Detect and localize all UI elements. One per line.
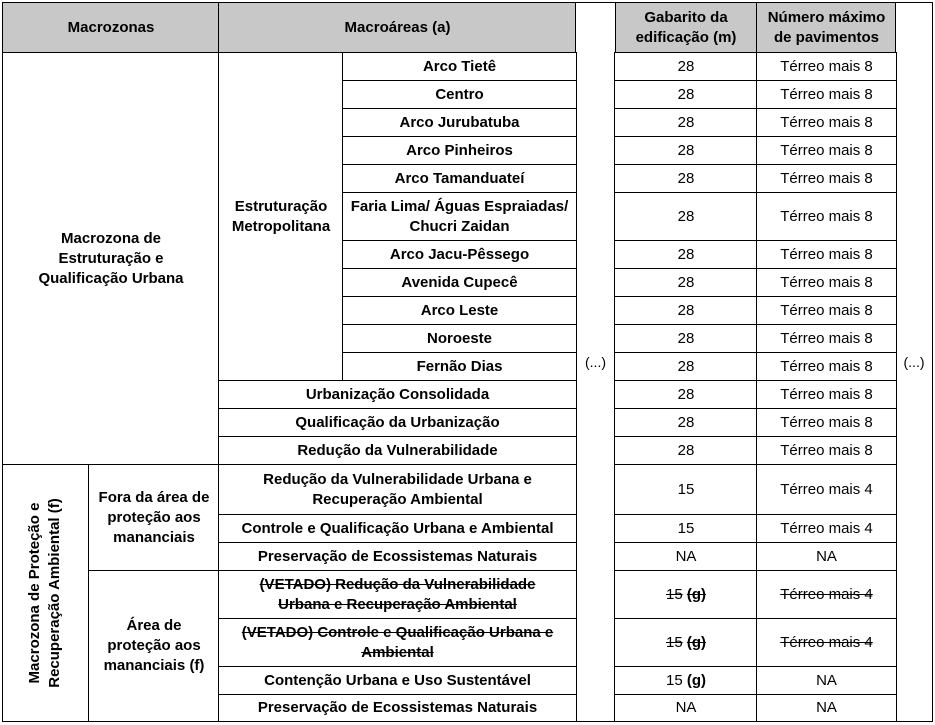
row-area: Arco Tamanduateí [342,164,577,194]
row-gabarito [614,666,758,696]
ellipsis-right: (...) [903,354,925,370]
header-pavimentos: Número máximo de pavimentos [756,2,897,54]
row-pavimentos: Térreo mais 8 [756,380,897,410]
row-gabarito: 28 [614,268,758,298]
row-area-vetado: (VETADO) Controle e Qualificação Urbana e Ambiental [218,618,577,668]
ellipsis-left: (...) [585,354,606,370]
header-macroareas: Macroáreas (a) [218,2,577,54]
row-area: Preservação de Ecossistemas Naturais [218,694,577,722]
gabarito-value: 15 [665,672,683,689]
row-area: Arco Jurubatuba [342,108,577,138]
row-gabarito: 28 [614,80,758,110]
row-pavimentos: Térreo mais 8 [756,352,897,382]
row-area: Arco Tietê [342,52,577,82]
row-pavimentos: Térreo mais 8 [756,136,897,166]
row-gabarito: 28 [614,136,758,166]
macrozona-estruturacao: Macrozona de Estruturação e Qualificação Urbana [2,52,220,466]
row-gabarito: 28 [614,108,758,138]
row-area: Contenção Urbana e Uso Sustentável [218,666,577,696]
row-pavimentos: Térreo mais 8 [756,164,897,194]
ellipsis-column-right [895,2,933,722]
row-gabarito: 28 [614,296,758,326]
area-protecao-mananciais: Área de proteção aos mananciais (f) [88,570,220,722]
row-area: Arco Leste [342,296,577,326]
row-pavimentos: Térreo mais 8 [756,268,897,298]
row-gabarito: 28 [614,436,758,466]
row-area-vetado: (VETADO) Redução da Vulnerabilidade Urbana e Recuperação Ambiental [218,570,577,620]
row-area: Urbanização Consolidada [218,380,577,410]
macrozona-protecao: Macrozona de Proteção e Recuperação Ambiental (f) [26,498,63,688]
row-pavimentos: Térreo mais 8 [756,108,897,138]
gabarito-note: (g) [686,586,706,603]
row-area: Centro [342,80,577,110]
row-gabarito-vetado [614,570,758,620]
row-pavimentos: Térreo mais 8 [756,436,897,466]
row-gabarito: 28 [614,240,758,270]
row-area: Controle e Qualificação Urbana e Ambiental [218,514,577,544]
header-macrozonas: Macrozonas [2,2,220,54]
gabarito-value: 15 [665,586,683,603]
row-pavimentos: Térreo mais 4 [756,464,897,516]
row-gabarito: 28 [614,164,758,194]
row-pavimentos: Térreo mais 8 [756,240,897,270]
row-area: Faria Lima/ Águas Espraiadas/ Chucri Zaidan [342,192,577,242]
row-gabarito: NA [614,694,758,722]
row-pavimentos: NA [756,694,897,722]
row-area: Qualificação da Urbanização [218,408,577,438]
row-area: Redução da Vulnerabilidade Urbana e Recuperação Ambiental [218,464,577,516]
row-pavimentos: NA [756,542,897,572]
row-area: Fernão Dias [342,352,577,382]
row-area: Noroeste [342,324,577,354]
row-pavimentos: Térreo mais 8 [756,80,897,110]
row-gabarito-vetado [614,618,758,668]
gabarito-note: (g) [686,634,706,651]
row-gabarito: 28 [614,192,758,242]
row-gabarito: NA [614,542,758,572]
estruturacao-metropolitana: Estruturação Metropolitana [218,52,344,382]
row-pavimentos: Térreo mais 8 [756,408,897,438]
row-pavimentos: Térreo mais 8 [756,296,897,326]
row-pavimentos-vetado: Térreo mais 4 [756,570,897,620]
header-gabarito: Gabarito da edificação (m) [614,2,758,54]
row-gabarito: 28 [614,408,758,438]
row-pavimentos-vetado: Térreo mais 4 [756,618,897,668]
row-area: Arco Pinheiros [342,136,577,166]
row-pavimentos: Térreo mais 8 [756,52,897,82]
row-gabarito: 15 [614,514,758,544]
row-gabarito: 15 [614,464,758,516]
row-gabarito: 28 [614,52,758,82]
row-gabarito: 28 [614,324,758,354]
gabarito-value: 15 [665,634,683,651]
row-area: Avenida Cupecê [342,268,577,298]
row-pavimentos: Térreo mais 4 [756,514,897,544]
row-pavimentos: NA [756,666,897,696]
row-area: Arco Jacu-Pêssego [342,240,577,270]
ellipsis-column-left [575,2,616,722]
row-gabarito: 28 [614,352,758,382]
row-pavimentos: Térreo mais 8 [756,192,897,242]
fora-area-protecao: Fora da área de proteção aos mananciais [88,464,220,572]
row-pavimentos: Térreo mais 8 [756,324,897,354]
row-area: Redução da Vulnerabilidade [218,436,577,466]
row-gabarito: 28 [614,380,758,410]
row-area: Preservação de Ecossistemas Naturais [218,542,577,572]
gabarito-note: (g) [686,672,706,689]
